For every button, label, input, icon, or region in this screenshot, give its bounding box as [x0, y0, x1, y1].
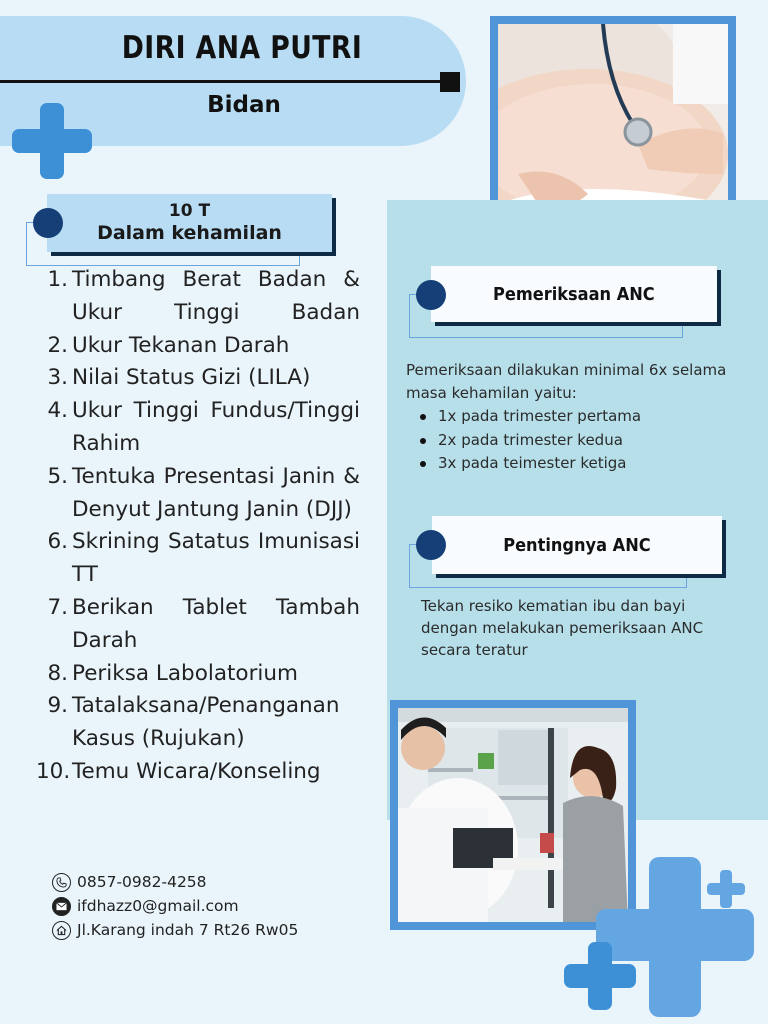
list-item: 9. Tatalaksana/Penanganan Kasus (Rujukan) [47, 693, 340, 752]
anc-title: Pemeriksaan ANC [431, 266, 717, 322]
importance-title: Pentingnya ANC [432, 516, 722, 574]
header-divider-end [440, 72, 460, 92]
home-icon [52, 921, 71, 940]
importance-title-dot [416, 530, 446, 560]
contact-phone [52, 870, 352, 894]
list-item: 4. Ukur Tinggi Fundus/Tinggi Rahim [47, 398, 360, 456]
anc-title-dot [416, 280, 446, 310]
midwife-name: DIRI ANA PUTRI [121, 30, 363, 66]
contact-address [52, 918, 352, 942]
importance-description: Tekan resiko kematian ibu dan bayi dengan melakukan pemeriksaan ANC secara teratur [421, 597, 704, 659]
contact-section [52, 870, 352, 942]
email-icon [52, 897, 71, 916]
list-item: 8. Periksa Labolatorium [47, 660, 298, 686]
list-item: 2x pada trimester kedua [406, 429, 746, 453]
midwife-role: Bidan [207, 92, 281, 118]
plus-icon [707, 870, 745, 908]
intro-box-dot [33, 208, 63, 238]
phone-number: 0857-0982-4258 [77, 873, 207, 891]
list-item: 5. Tentuka Presentasi Janin & Denyut Jantung Janin (DJJ) [47, 463, 360, 522]
contact-email [52, 894, 352, 918]
list-item: 6. Skrining Satatus Imunisasi TT [47, 529, 360, 588]
plus-icon [564, 942, 636, 1010]
ten-t-list [36, 264, 360, 789]
list-item: 1x pada trimester pertama [406, 405, 746, 429]
list-item: 10. Temu Wicara/Konseling [36, 758, 321, 784]
anc-bullet-list [406, 405, 746, 476]
email-address: ifdhazz0@gmail.com [77, 897, 239, 915]
list-item: 3. Nilai Status Gizi (LILA) [47, 365, 311, 391]
intro-box-line1: 10 T [168, 201, 211, 221]
intro-box-line2: Dalam kehamilan [97, 222, 282, 244]
street-address: Jl.Karang indah 7 Rt26 Rw05 [77, 921, 299, 939]
anc-description: Pemeriksaan dilakukan minimal 6x selama masa kehamilan yaitu: [406, 361, 727, 402]
list-item: 1. Timbang Berat Badan & Ukur Tinggi Badan [47, 267, 360, 325]
list-item: 7. Berikan Tablet Tambah Darah [47, 594, 360, 653]
intro-box [47, 194, 332, 252]
list-item: 3x pada teimester ketiga [406, 452, 746, 476]
list-item: 2. Ukur Tekanan Darah [47, 332, 290, 358]
phone-icon [52, 873, 71, 892]
plus-icon [12, 103, 92, 179]
header-divider [0, 80, 446, 83]
